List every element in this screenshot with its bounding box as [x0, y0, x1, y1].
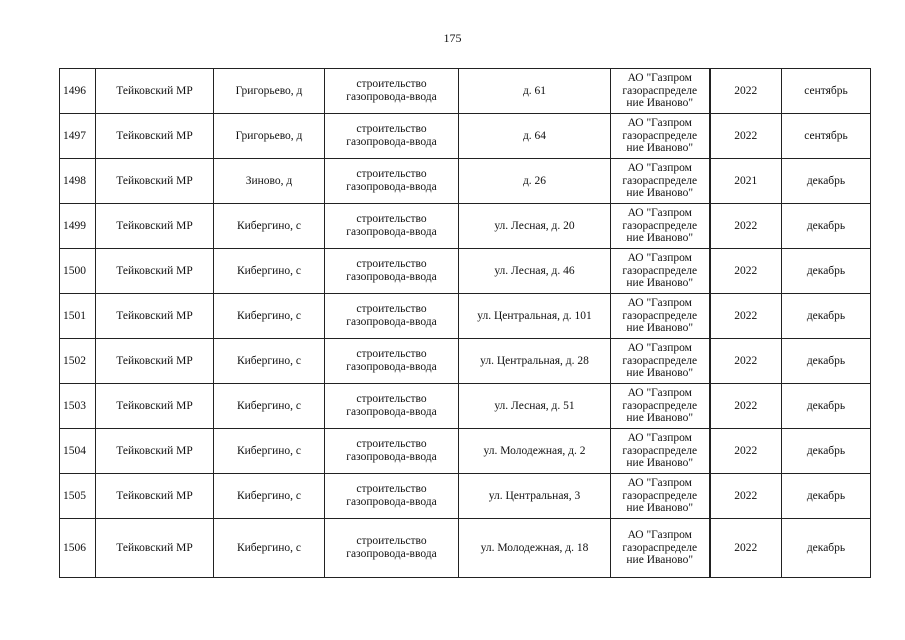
organization-line: газораспределе: [622, 264, 698, 277]
district-cell: Тейковский МР: [96, 294, 214, 339]
work-type-cell: [325, 114, 459, 159]
table-row: [60, 294, 871, 339]
year-cell: 2022: [710, 114, 782, 159]
address-cell: ул. Центральная, д. 101: [459, 294, 611, 339]
organization-line: АО "Газпром: [627, 296, 692, 309]
organization-line: газораспределе: [622, 129, 698, 142]
settlement-cell: Зиново, д: [214, 159, 325, 204]
month-cell: декабрь: [782, 339, 871, 384]
year-cell: 2021: [710, 159, 782, 204]
table-row: [60, 339, 871, 384]
organization-line: АО "Газпром: [627, 528, 692, 541]
work-type-cell: [325, 249, 459, 294]
table-row: [60, 204, 871, 249]
work-type-cell: [325, 429, 459, 474]
row-number: 1504: [60, 429, 96, 474]
work-type-line: строительство: [356, 348, 427, 361]
row-number: 1505: [60, 474, 96, 519]
organization-line: газораспределе: [622, 84, 698, 97]
organization-line: АО "Газпром: [627, 206, 692, 219]
year-cell: 2022: [710, 429, 782, 474]
work-type-line: строительство: [356, 258, 427, 271]
year-cell: 2022: [710, 204, 782, 249]
table-row: [60, 114, 871, 159]
organization-line: ние Иваново": [626, 142, 694, 155]
organization-line: газораспределе: [622, 541, 698, 554]
settlement-cell: Кибергино, с: [214, 339, 325, 384]
address-cell: д. 26: [459, 159, 611, 204]
work-type-line: газопровода-ввода: [346, 548, 437, 560]
work-type-line: строительство: [356, 168, 427, 181]
gas-connection-table: [59, 68, 871, 578]
month-cell: декабрь: [782, 519, 871, 578]
district-cell: Тейковский МР: [96, 474, 214, 519]
row-number: 1499: [60, 204, 96, 249]
year-cell: 2022: [710, 474, 782, 519]
settlement-cell: Кибергино, с: [214, 249, 325, 294]
organization-line: газораспределе: [622, 399, 698, 412]
district-cell: Тейковский МР: [96, 159, 214, 204]
organization-cell: [611, 429, 710, 474]
organization-line: АО "Газпром: [627, 476, 692, 489]
district-cell: Тейковский МР: [96, 249, 214, 294]
year-cell: 2022: [710, 69, 782, 114]
work-type-line: газопровода-ввода: [346, 451, 437, 463]
address-cell: ул. Лесная, д. 20: [459, 204, 611, 249]
work-type-cell: [325, 204, 459, 249]
address-cell: ул. Центральная, д. 28: [459, 339, 611, 384]
row-number: 1500: [60, 249, 96, 294]
row-number: 1497: [60, 114, 96, 159]
settlement-cell: Кибергино, с: [214, 519, 325, 578]
organization-line: газораспределе: [622, 489, 698, 502]
table-row: [60, 474, 871, 519]
organization-line: ние Иваново": [626, 187, 694, 200]
month-cell: декабрь: [782, 204, 871, 249]
organization-line: ние Иваново": [626, 412, 694, 425]
organization-line: ние Иваново": [626, 502, 694, 515]
table-row: [60, 249, 871, 294]
year-cell: 2022: [710, 339, 782, 384]
organization-cell: [611, 204, 710, 249]
organization-cell: [611, 519, 710, 578]
organization-line: ние Иваново": [626, 232, 694, 245]
district-cell: Тейковский МР: [96, 114, 214, 159]
work-type-cell: [325, 474, 459, 519]
organization-line: АО "Газпром: [627, 386, 692, 399]
settlement-cell: Кибергино, с: [214, 429, 325, 474]
organization-line: АО "Газпром: [627, 431, 692, 444]
organization-cell: [611, 249, 710, 294]
work-type-cell: [325, 69, 459, 114]
address-cell: ул. Молодежная, д. 2: [459, 429, 611, 474]
organization-line: ние Иваново": [626, 97, 694, 110]
month-cell: декабрь: [782, 384, 871, 429]
work-type-line: строительство: [356, 213, 427, 226]
organization-line: АО "Газпром: [627, 116, 692, 129]
address-cell: д. 61: [459, 69, 611, 114]
organization-line: АО "Газпром: [627, 251, 692, 264]
month-cell: сентябрь: [782, 114, 871, 159]
row-number: 1496: [60, 69, 96, 114]
work-type-line: газопровода-ввода: [346, 226, 437, 238]
district-cell: Тейковский МР: [96, 384, 214, 429]
organization-line: ние Иваново": [626, 277, 694, 290]
settlement-cell: Григорьево, д: [214, 114, 325, 159]
address-cell: ул. Центральная, 3: [459, 474, 611, 519]
work-type-cell: [325, 519, 459, 578]
organization-cell: [611, 339, 710, 384]
work-type-line: строительство: [356, 78, 427, 91]
organization-cell: [611, 474, 710, 519]
month-cell: декабрь: [782, 294, 871, 339]
work-type-line: газопровода-ввода: [346, 316, 437, 328]
organization-cell: [611, 384, 710, 429]
organization-cell: [611, 159, 710, 204]
address-cell: ул. Лесная, д. 51: [459, 384, 611, 429]
organization-cell: [611, 114, 710, 159]
month-cell: декабрь: [782, 429, 871, 474]
work-type-cell: [325, 159, 459, 204]
work-type-line: газопровода-ввода: [346, 136, 437, 148]
district-cell: Тейковский МР: [96, 339, 214, 384]
work-type-line: строительство: [356, 483, 427, 496]
work-type-line: строительство: [356, 393, 427, 406]
year-cell: 2022: [710, 249, 782, 294]
month-cell: сентябрь: [782, 69, 871, 114]
district-cell: Тейковский МР: [96, 204, 214, 249]
row-number: 1502: [60, 339, 96, 384]
settlement-cell: Григорьево, д: [214, 69, 325, 114]
year-cell: 2022: [710, 294, 782, 339]
work-type-line: строительство: [356, 123, 427, 136]
page-number: 175: [443, 31, 462, 45]
address-cell: д. 64: [459, 114, 611, 159]
work-type-line: строительство: [356, 303, 427, 316]
month-cell: декабрь: [782, 159, 871, 204]
year-cell: 2022: [710, 519, 782, 578]
settlement-cell: Кибергино, с: [214, 384, 325, 429]
work-type-cell: [325, 339, 459, 384]
address-cell: ул. Лесная, д. 46: [459, 249, 611, 294]
row-number: 1506: [60, 519, 96, 578]
work-type-cell: [325, 384, 459, 429]
district-cell: Тейковский МР: [96, 519, 214, 578]
work-type-line: газопровода-ввода: [346, 91, 437, 103]
settlement-cell: Кибергино, с: [214, 474, 325, 519]
district-cell: Тейковский МР: [96, 69, 214, 114]
month-cell: декабрь: [782, 474, 871, 519]
organization-line: ние Иваново": [626, 554, 694, 567]
organization-cell: [611, 69, 710, 114]
table-row: [60, 429, 871, 474]
organization-cell: [611, 294, 710, 339]
table-row: [60, 159, 871, 204]
organization-line: АО "Газпром: [627, 71, 692, 84]
organization-line: АО "Газпром: [627, 161, 692, 174]
organization-line: газораспределе: [622, 174, 698, 187]
work-type-line: строительство: [356, 535, 427, 548]
table-row: [60, 519, 871, 578]
organization-line: ние Иваново": [626, 367, 694, 380]
table-row: [60, 384, 871, 429]
organization-line: газораспределе: [622, 354, 698, 367]
work-type-line: газопровода-ввода: [346, 496, 437, 508]
table-row: [60, 69, 871, 114]
row-number: 1501: [60, 294, 96, 339]
row-number: 1498: [60, 159, 96, 204]
organization-line: ние Иваново": [626, 457, 694, 470]
work-type-line: газопровода-ввода: [346, 361, 437, 373]
row-number: 1503: [60, 384, 96, 429]
work-type-line: газопровода-ввода: [346, 271, 437, 283]
work-type-cell: [325, 294, 459, 339]
organization-line: газораспределе: [622, 219, 698, 232]
district-cell: Тейковский МР: [96, 429, 214, 474]
organization-line: газораспределе: [622, 309, 698, 322]
settlement-cell: Кибергино, с: [214, 294, 325, 339]
work-type-line: строительство: [356, 438, 427, 451]
work-type-line: газопровода-ввода: [346, 406, 437, 418]
settlement-cell: Кибергино, с: [214, 204, 325, 249]
address-cell: ул. Молодежная, д. 18: [459, 519, 611, 578]
organization-line: АО "Газпром: [627, 341, 692, 354]
organization-line: ние Иваново": [626, 322, 694, 335]
month-cell: декабрь: [782, 249, 871, 294]
work-type-line: газопровода-ввода: [346, 181, 437, 193]
year-cell: 2022: [710, 384, 782, 429]
organization-line: газораспределе: [622, 444, 698, 457]
